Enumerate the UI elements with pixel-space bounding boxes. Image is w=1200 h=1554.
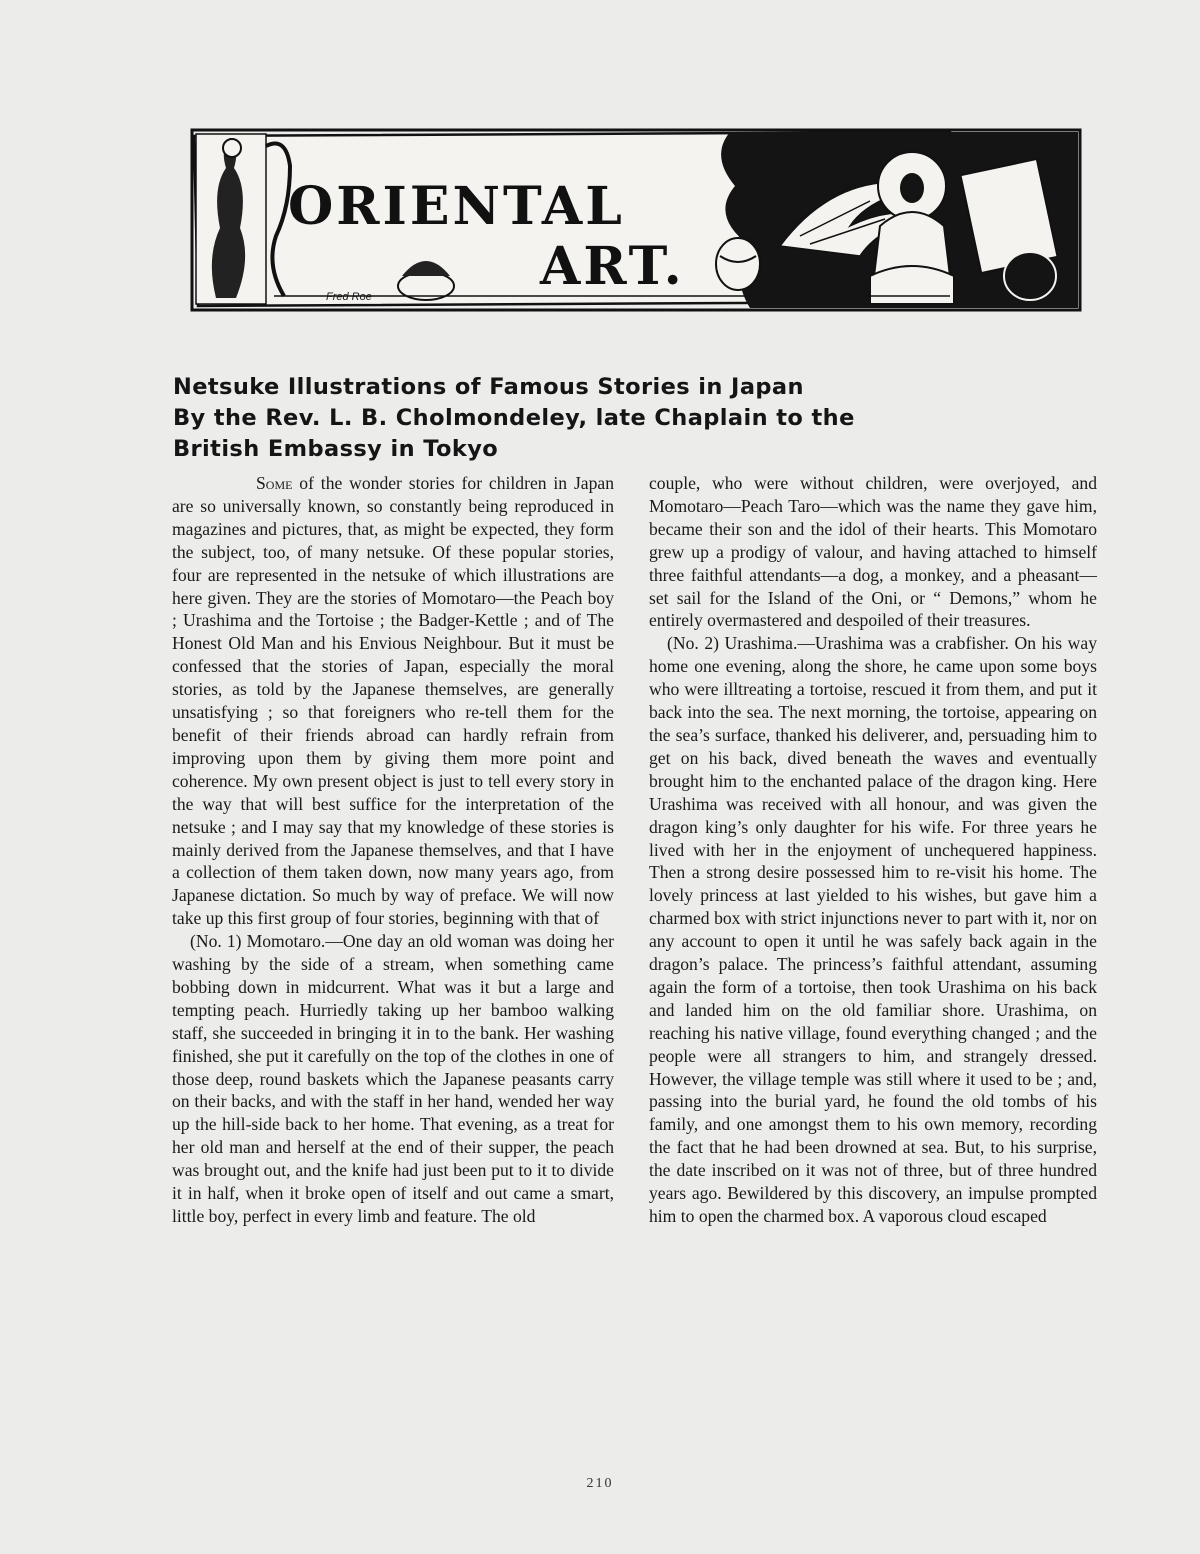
intro-dropword: Some bbox=[256, 473, 293, 493]
banner-title-line1: ORIENTAL bbox=[288, 176, 625, 237]
heading-line-2: By the Rev. L. B. Cholmondeley, late Chaplain to the bbox=[173, 405, 855, 431]
left-column bbox=[172, 472, 614, 1228]
urashima-paragraph: (No. 2) Urashima.—Urashima was a crabfisher. On his way home one evening, along the shore, he came upon some boys who were illtreating a tortoise, rescued it from them, and put it back into the sea. The next morning, the tortoise, appearing on the sea’s surface, thanked his deliverer, and, persuading him to get on his back, dived beneath the waves and eventually brought him to the enchanted palace of the dragon king. Here Urashima was received with all honour, and was given the dragon king’s only daughter for his wife. For three years he lived with her in the enjoyment of unchequered happiness. Then a strong desire possessed him to re-visit his home. The lovely princess at last yielded to his wishes, but gave him a charmed box with strict injunctions never to part with it, nor on any account to open it until he was safely back again in the dragon’s palace. The princess’s faithful attendant, assuming again the form of a tortoise, then took Urashima on his back and landed him on the old familiar shore. Urashima, on reaching his native village, found everything changed ; and the people were all strangers to him, and strangely dressed. However, the village temple was still where it used to be ; and, passing into the burial yard, he found the old tombs of his family, and one amongst them to his own memory, recording the fact that he had been drowned at sea. But, to his surprise, the date inscribed on it was not of three, but of three hundred years ago. Bewildered by this discovery, an impulse prompted him to open the charmed box. A vaporous cloud escaped bbox=[649, 633, 1097, 1226]
header-banner bbox=[190, 126, 1082, 312]
heading-line-3: British Embassy in Tokyo bbox=[173, 436, 499, 462]
continued-paragraph: couple, who were without children, were overjoyed, and Momotaro—Peach Taro—which was the name they gave him, became their son and the idol of their hearts. This Momotaro grew up a prodigy of valour, and having attached to himself three faithful attendants—a dog, a monkey, and a pheasant—set sail for the Island of the Oni, or “ Demons,” whom he entirely overmastered and despoiled of their treasures. bbox=[649, 473, 1097, 631]
intro-paragraph bbox=[172, 472, 614, 930]
intro-text: of the wonder stories for children in Japan are so universally known, so constantly being reproduced in magazines and pictures, that, as might be expected, they form the subject, too, of many netsuke. Of these popular stories, four are represented in the netsuke of which illustrations are here given. They are the stories of Momotaro—the Peach boy ; Urashima and the Tortoise ; the Badger-Kettle ; and of The Honest Old Man and his Envious Neighbour. But it must be confessed that the stories of Japan, especially the moral stories, as told by the Japanese themselves, are generally unsatisfying ; so that foreigners who re-tell them for the benefit of their friends abroad can hardly refrain from improving upon them by giving them more point and coherence. My own present object is just to tell every story in the way that will best suffice for the interpretation of the netsuke ; and I may say that my knowledge of these stories is mainly derived from the Japanese themselves, and that I have a collection of them taken down, now many years ago, from Japanese dictation. So much by way of preface. We will now take up this first group of four stories, beginning with that of bbox=[172, 473, 614, 929]
momotaro-paragraph: (No. 1) Momotaro.—One day an old woman was doing her washing by the side of a stream, when something came bobbing down in midcurrent. What was it but a large and tempting peach. Hurriedly taking up her bamboo walking staff, she succeeded in bringing it in to the bank. Her washing finished, she put it carefully on the top of the clothes in one of those deep, round baskets which the Japanese peasants carry on their backs, and with the staff in her hand, wended her way up the hill-side back to her home. That evening, as a treat for her old man and herself at the end of their supper, the peach was brought out, and the knife had just been put to it to divide it in half, when it broke open of itself and out came a smart, little boy, perfect in every limb and feature. The old bbox=[172, 931, 614, 1226]
banner-title-line2: ART. bbox=[540, 236, 685, 297]
artist-signature: Fred Roe bbox=[326, 291, 372, 303]
right-column bbox=[649, 472, 1097, 1228]
heading-line-1: Netsuke Illustrations of Famous Stories in Japan bbox=[173, 374, 804, 400]
article-heading bbox=[173, 372, 993, 465]
page-number: 210 bbox=[586, 1476, 614, 1491]
